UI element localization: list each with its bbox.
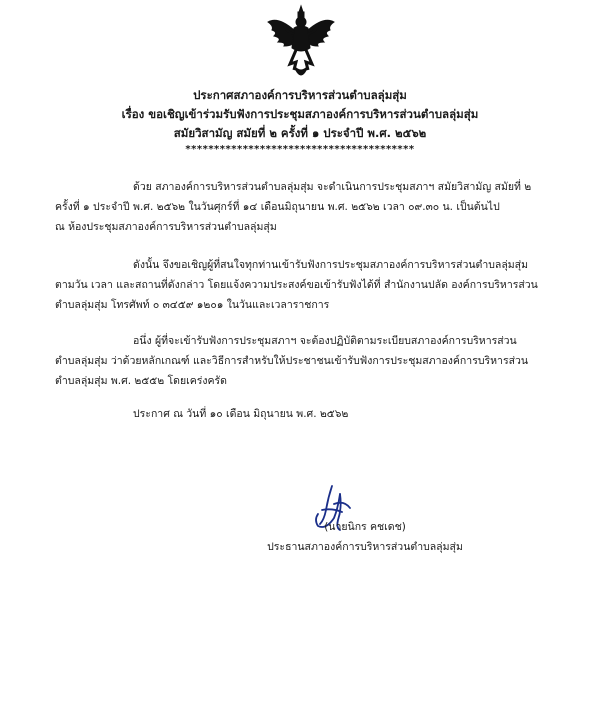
signature-block	[230, 517, 500, 557]
signer-name: (นายนิกร คชเดช)	[324, 521, 406, 533]
garuda-emblem-icon	[264, 4, 338, 84]
announcement-subject: เรื่อง ขอเชิญเข้าร่วมรับฟังการประชุมสภาองค์การบริหารส่วนตำบลลุ่มสุ่ม	[121, 107, 479, 121]
signer-position: ประธานสภาองค์การบริหารส่วนตำบลลุ่มสุ่ม	[267, 541, 463, 553]
header-separator: ****************************************	[185, 144, 415, 155]
paragraph-3-line: ตำบลลุ่มสุ่ม พ.ศ. ๒๕๕๒ โดยเคร่งครัด	[55, 375, 227, 387]
paragraph-3	[55, 331, 570, 391]
announced-date	[55, 404, 570, 424]
paragraph-1-line: ณ ห้องประชุมสภาองค์การบริหารส่วนตำบลลุ่มสุ่ม	[55, 221, 277, 233]
announcement-session: สมัยวิสามัญ สมัยที่ ๒ ครั้งที่ ๑ ประจำปี พ.ศ. ๒๕๖๒	[173, 126, 427, 140]
announcement-header	[0, 86, 600, 157]
paragraph-1	[55, 177, 570, 237]
paragraph-3-line: อนึ่ง ผู้ที่จะเข้ารับฟังการประชุมสภาฯ จะต้องปฏิบัติตามระเบียบสภาองค์การบริหารส่วน	[133, 335, 517, 347]
announced-date-text: ประกาศ ณ วันที่ ๑๐ เดือน มิถุนายน พ.ศ. ๒๕๖๒	[133, 408, 349, 420]
paragraph-1-line: ครั้งที่ ๑ ประจำปี พ.ศ. ๒๕๖๒ ในวันศุกร์ที่ ๑๔ เดือนมิถุนายน พ.ศ. ๒๕๖๒ เวลา ๐๙.๓๐ น. เป็นต้นไป	[55, 201, 500, 213]
paragraph-2-line: ตำบลลุ่มสุ่ม โทรศัพท์ ๐ ๓๔๕๙ ๑๒๐๑ ในวันและเวลาราชการ	[55, 299, 330, 311]
paragraph-3-line: ตำบลลุ่มสุ่ม ว่าด้วยหลักเกณฑ์ และวิธีการสำหรับให้ประชาชนเข้ารับฟังการประชุมสภาองค์การบริหารส่วน	[55, 355, 529, 367]
paragraph-1-line: ด้วย สภาองค์การบริหารส่วนตำบลลุ่มสุ่ม จะดำเนินการประชุมสภาฯ สมัยวิสามัญ สมัยที่ ๒	[133, 181, 532, 193]
paragraph-2-line: ตามวัน เวลา และสถานที่ดังกล่าว โดยแจ้งความประสงค์ขอเข้ารับฟังได้ที่ สำนักงานปลัด องค์การบริหารส่วน	[55, 279, 538, 291]
paragraph-2-line: ดังนั้น จึงขอเชิญผู้ที่สนใจทุกท่านเข้ารับฟังการประชุมสภาองค์การบริหารส่วนตำบลลุ่มสุ่ม	[133, 259, 529, 271]
announcement-title: ประกาศสภาองค์การบริหารส่วนตำบลลุ่มสุ่ม	[193, 88, 407, 102]
paragraph-2	[55, 255, 570, 315]
